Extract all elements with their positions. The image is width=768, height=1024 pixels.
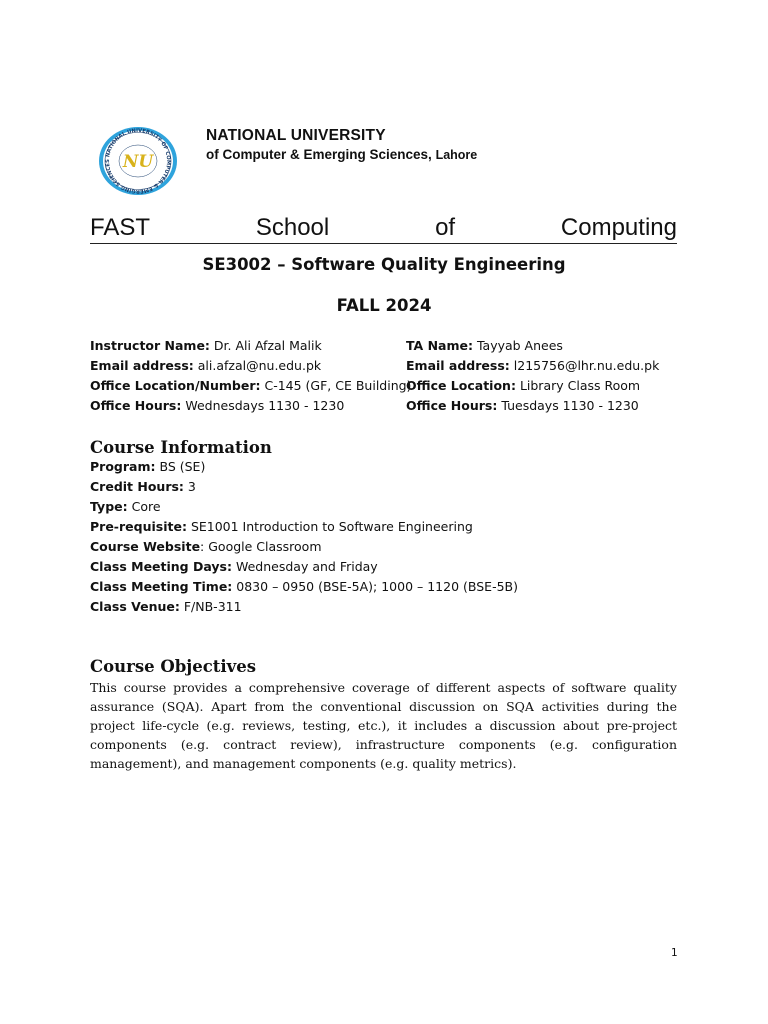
course-objectives-heading: Course Objectives xyxy=(90,657,257,676)
course-information-list xyxy=(90,457,518,617)
info-row: Type: Core xyxy=(90,499,161,514)
info-row: Program: BS (SE) xyxy=(90,459,206,474)
school-word: School xyxy=(255,214,330,241)
instructor-hours-row: Office Hours: Wednesdays 1130 - 1230 xyxy=(90,398,345,413)
course-information-heading: Course Information xyxy=(90,438,272,457)
instructor-email-row: Email address: ali.afzal@nu.edu.pk xyxy=(90,358,322,373)
logo-monogram: NU xyxy=(122,152,154,172)
ta-name-row: TA Name: Tayyab Anees xyxy=(406,338,563,353)
ta-details xyxy=(406,336,659,416)
school-title xyxy=(90,213,677,244)
instructor-name-row: Instructor Name: Dr. Ali Afzal Malik xyxy=(90,338,322,353)
university-city: Lahore xyxy=(435,148,478,162)
school-word: Computing xyxy=(560,214,677,241)
info-row: Class Meeting Days: Wednesday and Friday xyxy=(90,559,378,574)
info-row: Course Website: Google Classroom xyxy=(90,539,322,554)
svg-text:NATIONAL UNIVERSITY OF COMPUTE: NATIONAL UNIVERSITY OF COMPUTER & EMERGING SCIENCES xyxy=(104,127,172,195)
university-logo xyxy=(97,126,179,196)
university-subtitle xyxy=(206,145,477,165)
page-number: 1 xyxy=(671,947,678,959)
ta-email-row: Email address: l215756@lhr.nu.edu.pk xyxy=(406,358,660,373)
term-label: FALL 2024 xyxy=(336,296,432,315)
info-row: Class Meeting Time: 0830 – 0950 (BSE-5A); 1000 – 1120 (BSE-5B) xyxy=(90,579,518,594)
instructor-office-row: Office Location/Number: C-145 (GF, CE Building) xyxy=(90,378,412,393)
info-row: Class Venue: F/NB-311 xyxy=(90,599,242,614)
course-title: SE3002 – Software Quality Engineering xyxy=(202,255,566,274)
school-word: FAST xyxy=(90,214,151,241)
info-row: Credit Hours: 3 xyxy=(90,479,196,494)
ta-hours-row: Office Hours: Tuesdays 1130 - 1230 xyxy=(406,398,639,413)
instructor-details xyxy=(90,336,411,416)
university-name: NATIONAL UNIVERSITY xyxy=(206,127,386,144)
info-row: Pre-requisite: SE1001 Introduction to Software Engineering xyxy=(90,519,473,534)
course-objectives-text: This course provides a comprehensive coverage of different aspects of software quality assurance (SQA). Apart from the conventional discussion on SQA activities during the project life-cycle (e.g. reviews, testing, etc.), it includes a discussion about pre-project components (e.g. contract review), infrastructure components (e.g. configuration management), and management components (e.g. quality metrics). xyxy=(90,680,677,771)
ta-office-row: Office Location: Library Class Room xyxy=(406,378,641,393)
school-word: of xyxy=(435,214,456,241)
university-subtitle-text: of Computer & Emerging Sciences, xyxy=(206,147,432,162)
university-header xyxy=(206,127,477,165)
